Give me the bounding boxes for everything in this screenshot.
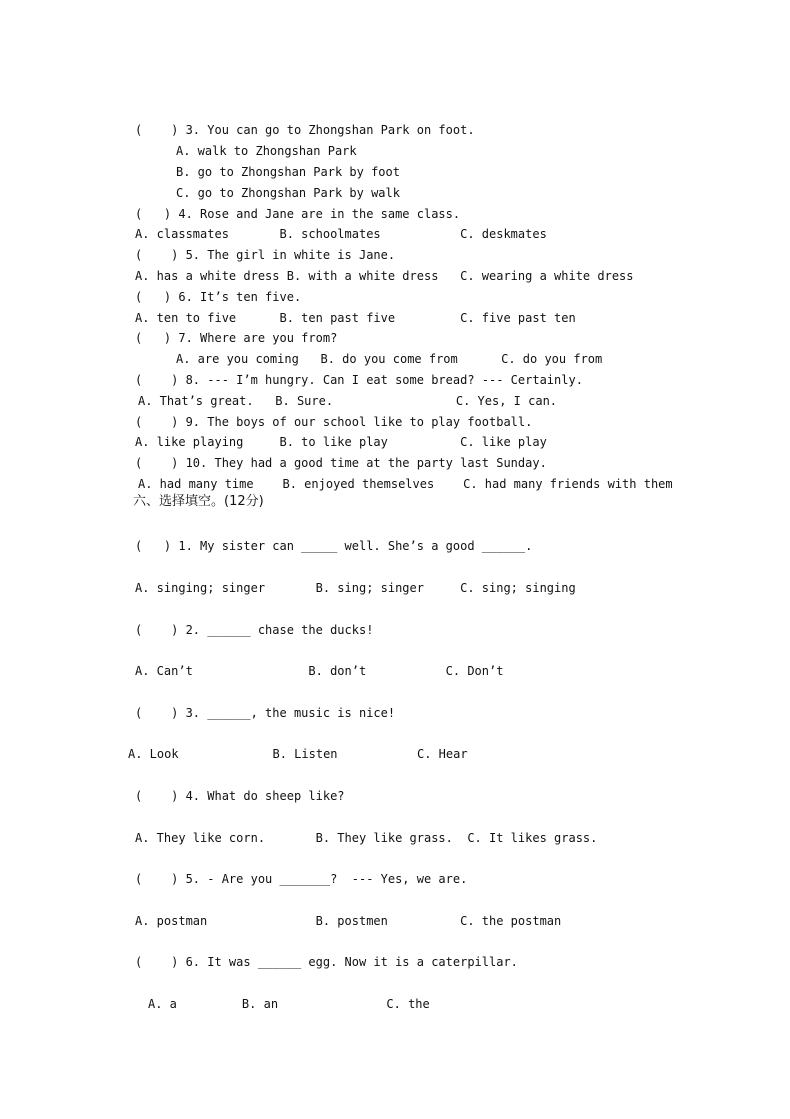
- option-line: A. has a white dress B. with a white dress C. wearing a white dress: [135, 269, 634, 283]
- option-line: A. had many time B. enjoyed themselves C. had many friends with them: [138, 477, 673, 491]
- question-line: ( ) 8. --- I’m hungry. Can I eat some bread? --- Certainly.: [135, 373, 583, 387]
- option-line: A. walk to Zhongshan Park: [176, 144, 357, 158]
- question-line: ( ) 10. They had a good time at the party last Sunday.: [135, 456, 547, 470]
- question-line: ( ) 1. My sister can _____ well. She’s a good ______.: [135, 539, 533, 553]
- question-line: ( ) 4. What do sheep like?: [135, 789, 345, 803]
- option-line: A. They like corn. B. They like grass. C. It likes grass.: [135, 831, 598, 845]
- question-line: ( ) 3. ______, the music is nice!: [135, 706, 396, 720]
- option-line: A. classmates B. schoolmates C. deskmates: [135, 227, 547, 241]
- question-line: ( ) 7. Where are you from?: [135, 331, 338, 345]
- option-line: A. Can’t B. don’t C. Don’t: [135, 664, 504, 678]
- question-line: ( ) 9. The boys of our school like to play football.: [135, 415, 533, 429]
- question-line: ( ) 2. ______ chase the ducks!: [135, 623, 374, 637]
- option-line: A. are you coming B. do you come from C. do you from: [176, 352, 603, 366]
- option-line: A. a B. an C. the: [148, 997, 430, 1011]
- question-line: ( ) 5. The girl in white is Jane.: [135, 248, 396, 262]
- question-line: ( ) 6. It was ______ egg. Now it is a caterpillar.: [135, 955, 518, 969]
- question-line: ( ) 4. Rose and Jane are in the same class.: [135, 207, 461, 221]
- option-line: B. go to Zhongshan Park by foot: [176, 165, 400, 179]
- option-line: C. go to Zhongshan Park by walk: [176, 186, 400, 200]
- option-line: A. That’s great. B. Sure. C. Yes, I can.: [138, 394, 558, 408]
- option-line: A. like playing B. to like play C. like play: [135, 435, 547, 449]
- question-line: ( ) 6. It’s ten five.: [135, 290, 302, 304]
- option-line: A. singing; singer B. sing; singer C. sing; singing: [135, 581, 576, 595]
- section-heading: 六、选择填空。(12分): [133, 494, 264, 509]
- option-line: A. Look B. Listen C. Hear: [128, 747, 468, 761]
- option-line: A. postman B. postmen C. the postman: [135, 914, 562, 928]
- option-line: A. ten to five B. ten past five C. five past ten: [135, 311, 576, 325]
- question-line: ( ) 5. - Are you _______? --- Yes, we are.: [135, 872, 468, 886]
- question-line: ( ) 3. You can go to Zhongshan Park on foot.: [135, 123, 475, 137]
